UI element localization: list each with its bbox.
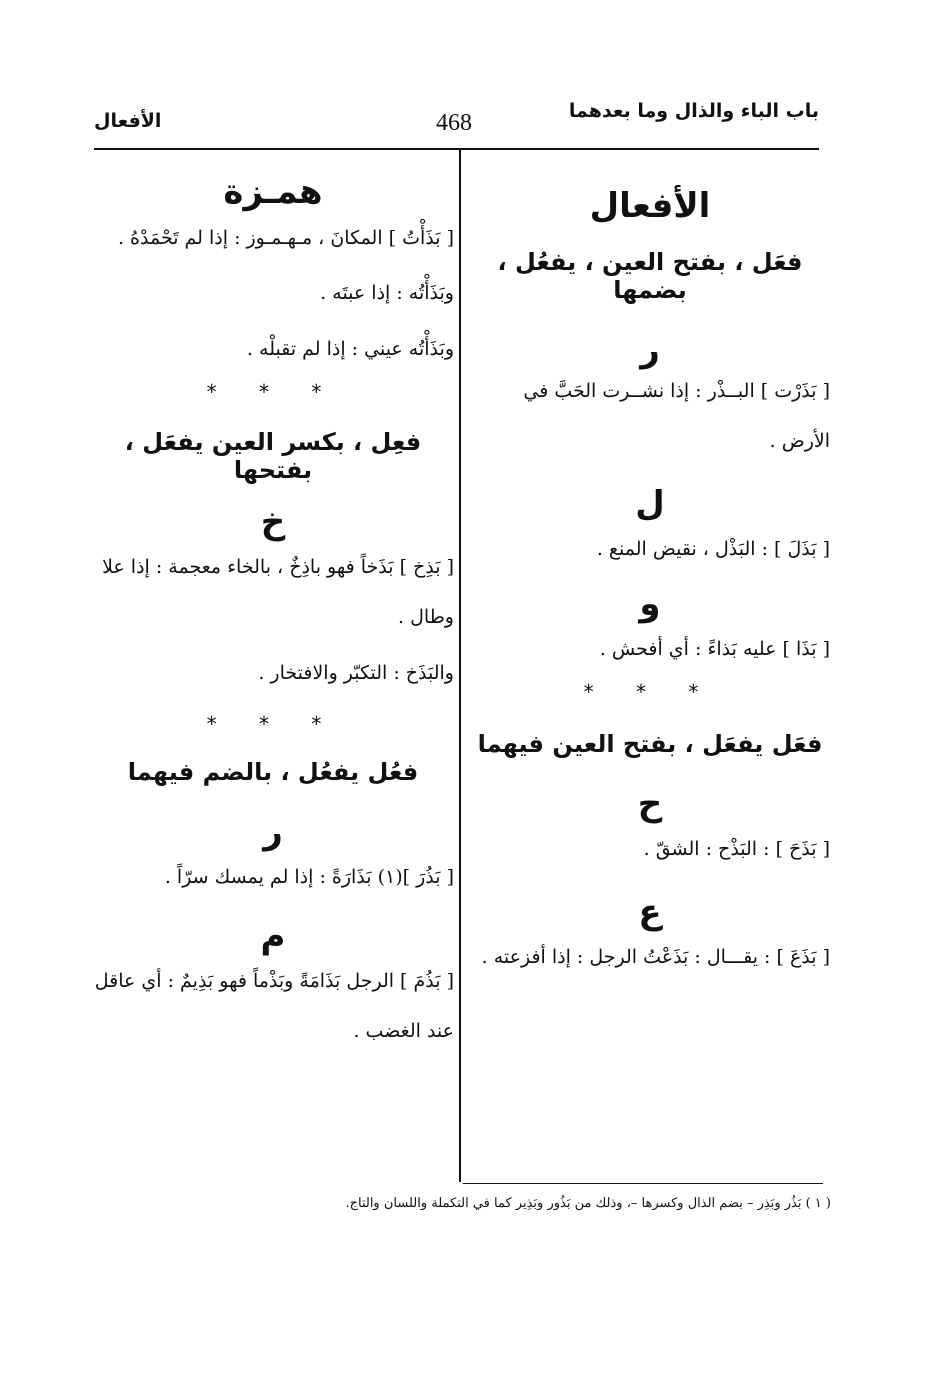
entry-badhaa: [ بَذَعَ ] : يقـــال : بَذَعْتُ الرجل : إذا أفزعته . bbox=[481, 946, 830, 968]
entry-badhikha: [ بَذِخ ] بَذَخاً فهو باذِخٌ ، بالخاء معجمة : إذا علا وطال . bbox=[102, 556, 454, 628]
pattern-heading-damma-damma: فعُل يفعُل ، بالضم فيهما bbox=[127, 758, 419, 786]
entry-badhura: [ بَذُرَ ](١) بَذَارَةً : إذا لم يمسك سرّاً . bbox=[164, 866, 454, 888]
letter-heading-kha: خ bbox=[260, 502, 286, 542]
entry-badhuma: [ بَذُمَ ] الرجل بَذَامَةً وبَذْماً فهو بَذِيمٌ : أي عاقل عند الغضب . bbox=[94, 970, 454, 1042]
footnote: ( ١ ) بَذُر وبَذِر – بضم الذال وكسرها –، وذلك من بَذُور وبَذِير كما في التكملة واللسان والتاج. bbox=[345, 1196, 831, 1211]
running-head-right: باب الباء والذال وما بعدهما bbox=[568, 100, 819, 122]
header-rule bbox=[94, 148, 819, 150]
entry-badhatuhu-ayni: وبَذَأْتُه عيني : إذا لم تقبلْه . bbox=[246, 338, 454, 360]
entry-badhart: [ بَذَرْت ] البــذْر : إذا نشــرت الحَبَّ في الأرض . bbox=[523, 380, 830, 452]
section-heading-afal: الأفعال bbox=[589, 186, 711, 226]
running-head-left: الأفعال bbox=[94, 110, 162, 132]
letter-heading-waw: و bbox=[639, 584, 661, 624]
footnote-rule bbox=[463, 1183, 823, 1184]
pattern-heading-fatha-fatha: فعَل يفعَل ، بفتح العين فيهما bbox=[477, 730, 823, 758]
entry-badhatu: [ بَذَأْتُ ] المكانَ ، مـهـمـوز : إذا لم تَحْمَدْهُ . bbox=[117, 227, 454, 249]
pattern-heading-kasra-fatha: فعِل ، بكسر العين يفعَل ، بفتحها bbox=[124, 428, 422, 484]
section-heading-hamza: همـزة bbox=[223, 172, 323, 212]
right-column bbox=[470, 186, 830, 982]
section-separator-stars: * * * bbox=[206, 712, 340, 736]
letter-heading-ra: ر bbox=[640, 330, 660, 370]
pattern-heading-fatha-damma: فعَل ، بفتح العين ، يفعُل ، بضمها bbox=[497, 248, 803, 304]
letter-heading-ain: ع bbox=[638, 892, 662, 932]
page-number: 468 bbox=[436, 110, 472, 136]
section-separator-stars: * * * bbox=[583, 680, 717, 704]
letter-heading-mim: م bbox=[260, 916, 286, 956]
letter-heading-ra: ر bbox=[263, 812, 283, 852]
column-divider bbox=[459, 150, 461, 1182]
entry-badhaha: [ بَذَحَ ] : البَذْح : الشقّ . bbox=[643, 838, 830, 860]
entry-al-badhakh: والبَذَخ : التكبّر والافتخار . bbox=[258, 662, 454, 684]
letter-heading-lam: ل bbox=[635, 484, 665, 524]
entry-badha: [ بَذَا ] عليه بَذاءً : أي أفحش . bbox=[599, 638, 830, 660]
left-column bbox=[92, 172, 454, 1056]
letter-heading-ha: ح bbox=[637, 784, 663, 824]
entry-badhatuhu: وبَذَأْتُه : إذا عبتَه . bbox=[320, 282, 454, 304]
entry-badhala: [ بَذَلَ ] : البَذْل ، نقيض المنع . bbox=[596, 538, 830, 560]
section-separator-stars: * * * bbox=[206, 380, 340, 404]
